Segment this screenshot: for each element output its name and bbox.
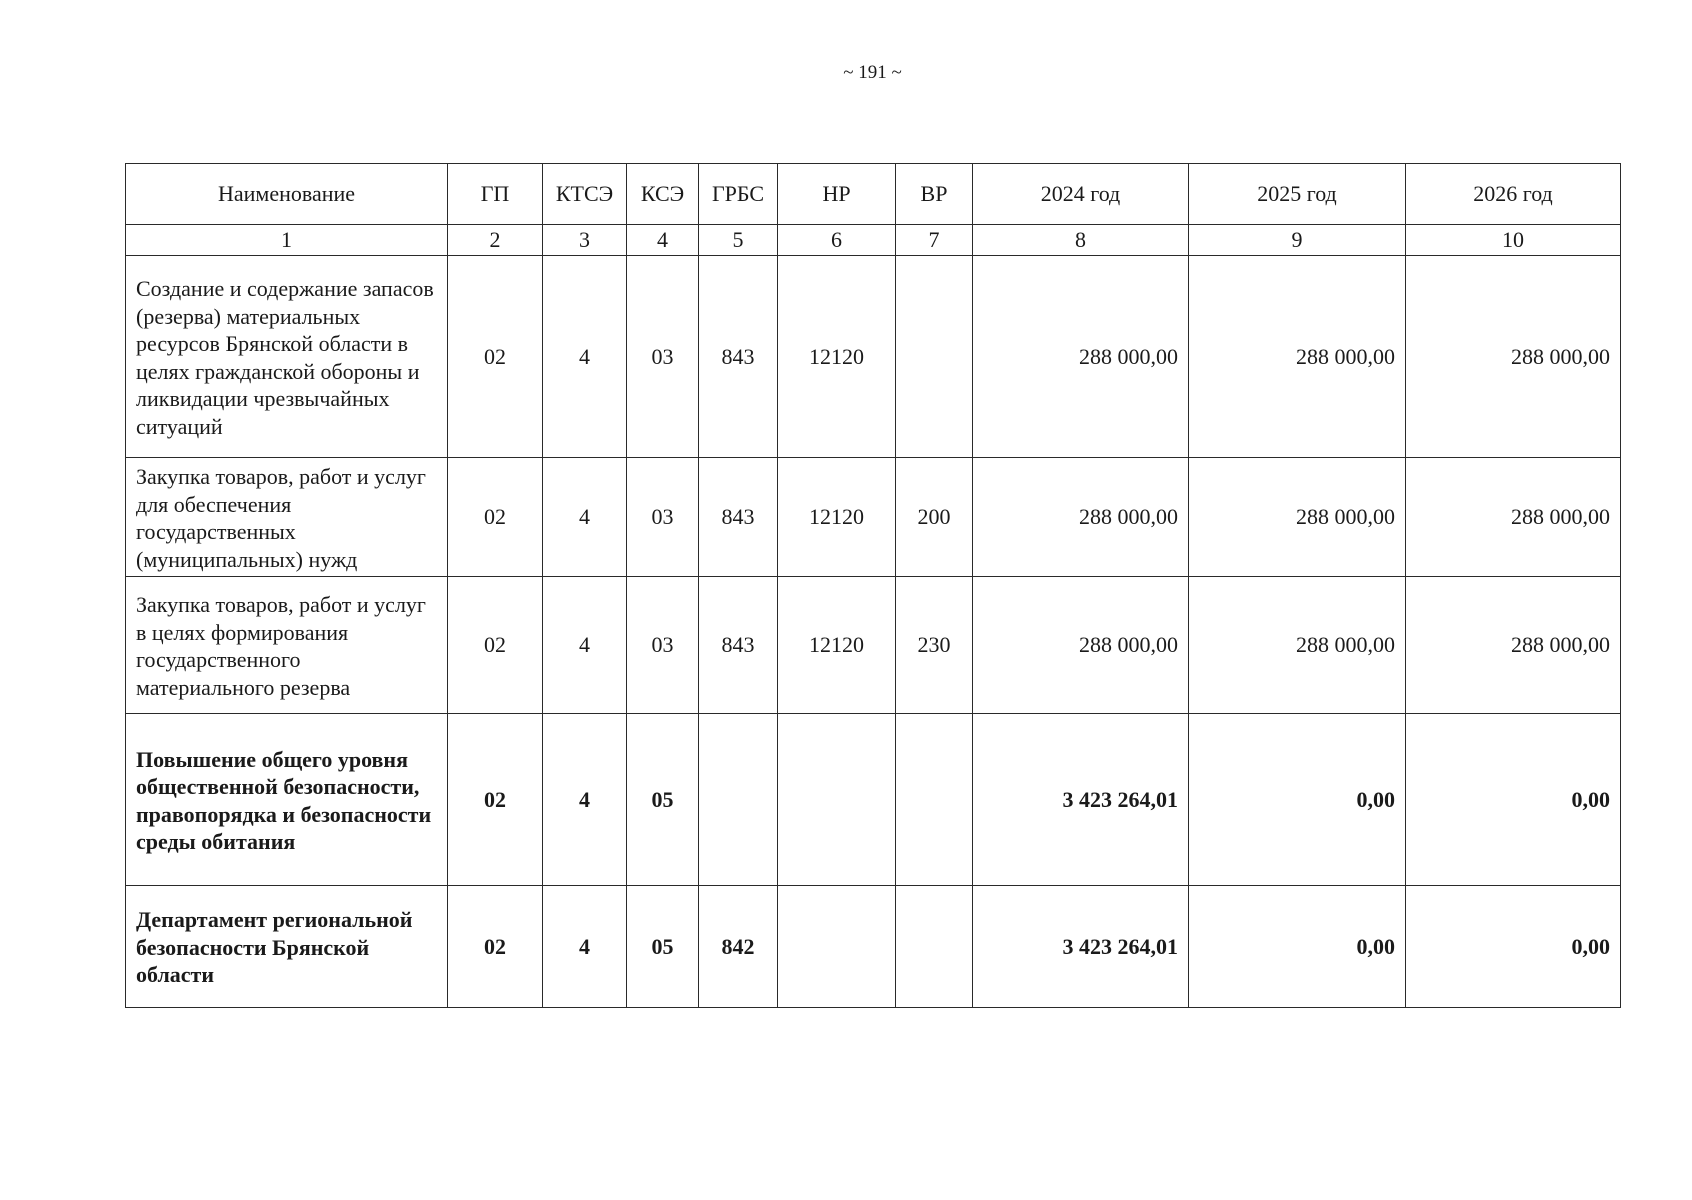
- column-number-cell: 4: [627, 225, 699, 256]
- grbs-cell: 843: [699, 458, 778, 577]
- header-cell: Наименование: [126, 164, 448, 225]
- kse-cell: 05: [627, 886, 699, 1008]
- amount-2025: 288 000,00: [1189, 256, 1406, 458]
- header-cell: 2024 год: [973, 164, 1189, 225]
- row-name: Закупка товаров, работ и услуг для обеспечения государственных (муниципальных) нужд: [126, 458, 448, 577]
- row-name: Закупка товаров, работ и услуг в целях формирования государственного материального резерва: [126, 577, 448, 714]
- header-cell: ВР: [896, 164, 973, 225]
- header-cell: ГРБС: [699, 164, 778, 225]
- column-number-row: [126, 225, 1621, 256]
- header-cell: КТСЭ: [543, 164, 627, 225]
- vr-cell: [896, 886, 973, 1008]
- ktse-cell: 4: [543, 458, 627, 577]
- column-number-cell: 5: [699, 225, 778, 256]
- table-row: [126, 577, 1621, 714]
- amount-2024: 288 000,00: [973, 458, 1189, 577]
- table-row: [126, 458, 1621, 577]
- ktse-cell: 4: [543, 714, 627, 886]
- vr-cell: 200: [896, 458, 973, 577]
- grbs-cell: 843: [699, 577, 778, 714]
- header-cell: 2025 год: [1189, 164, 1406, 225]
- amount-2025: 0,00: [1189, 714, 1406, 886]
- amount-2026: 288 000,00: [1406, 458, 1621, 577]
- column-number-cell: 9: [1189, 225, 1406, 256]
- header-cell: 2026 год: [1406, 164, 1621, 225]
- grbs-cell: [699, 714, 778, 886]
- amount-2026: 0,00: [1406, 886, 1621, 1008]
- budget-table: [125, 163, 1621, 1008]
- gp-cell: 02: [448, 458, 543, 577]
- header-cell: КСЭ: [627, 164, 699, 225]
- kse-cell: 03: [627, 577, 699, 714]
- grbs-cell: 843: [699, 256, 778, 458]
- ktse-cell: 4: [543, 577, 627, 714]
- column-number-cell: 8: [973, 225, 1189, 256]
- page-number: ~ 191 ~: [843, 62, 902, 83]
- amount-2024: 288 000,00: [973, 577, 1189, 714]
- column-number-cell: 2: [448, 225, 543, 256]
- kse-cell: 03: [627, 458, 699, 577]
- amount-2025: 288 000,00: [1189, 458, 1406, 577]
- column-number-cell: 7: [896, 225, 973, 256]
- row-name: Департамент региональной безопасности Брянской области: [126, 886, 448, 1008]
- gp-cell: 02: [448, 256, 543, 458]
- table-row: [126, 714, 1621, 886]
- gp-cell: 02: [448, 886, 543, 1008]
- nr-cell: [778, 886, 896, 1008]
- nr-cell: 12120: [778, 458, 896, 577]
- row-name: Повышение общего уровня общественной безопасности, правопорядка и безопасности среды обитания: [126, 714, 448, 886]
- column-number-cell: 1: [126, 225, 448, 256]
- header-cell: ГП: [448, 164, 543, 225]
- column-number-cell: 6: [778, 225, 896, 256]
- amount-2026: 0,00: [1406, 714, 1621, 886]
- ktse-cell: 4: [543, 256, 627, 458]
- table-row: [126, 886, 1621, 1008]
- column-number-cell: 10: [1406, 225, 1621, 256]
- vr-cell: [896, 714, 973, 886]
- column-number-cell: 3: [543, 225, 627, 256]
- header-cell: НР: [778, 164, 896, 225]
- amount-2024: 288 000,00: [973, 256, 1189, 458]
- amount-2026: 288 000,00: [1406, 256, 1621, 458]
- kse-cell: 05: [627, 714, 699, 886]
- nr-cell: 12120: [778, 256, 896, 458]
- kse-cell: 03: [627, 256, 699, 458]
- gp-cell: 02: [448, 577, 543, 714]
- amount-2025: 0,00: [1189, 886, 1406, 1008]
- amount-2025: 288 000,00: [1189, 577, 1406, 714]
- table-row: [126, 256, 1621, 458]
- amount-2026: 288 000,00: [1406, 577, 1621, 714]
- amount-2024: 3 423 264,01: [973, 886, 1189, 1008]
- gp-cell: 02: [448, 714, 543, 886]
- nr-cell: [778, 714, 896, 886]
- table-header-row: [126, 164, 1621, 225]
- vr-cell: [896, 256, 973, 458]
- vr-cell: 230: [896, 577, 973, 714]
- ktse-cell: 4: [543, 886, 627, 1008]
- row-name: Создание и содержание запасов (резерва) материальных ресурсов Брянской области в целях гражданской обороны и ликвидации чрезвычайных ситуаций: [126, 256, 448, 458]
- nr-cell: 12120: [778, 577, 896, 714]
- grbs-cell: 842: [699, 886, 778, 1008]
- amount-2024: 3 423 264,01: [973, 714, 1189, 886]
